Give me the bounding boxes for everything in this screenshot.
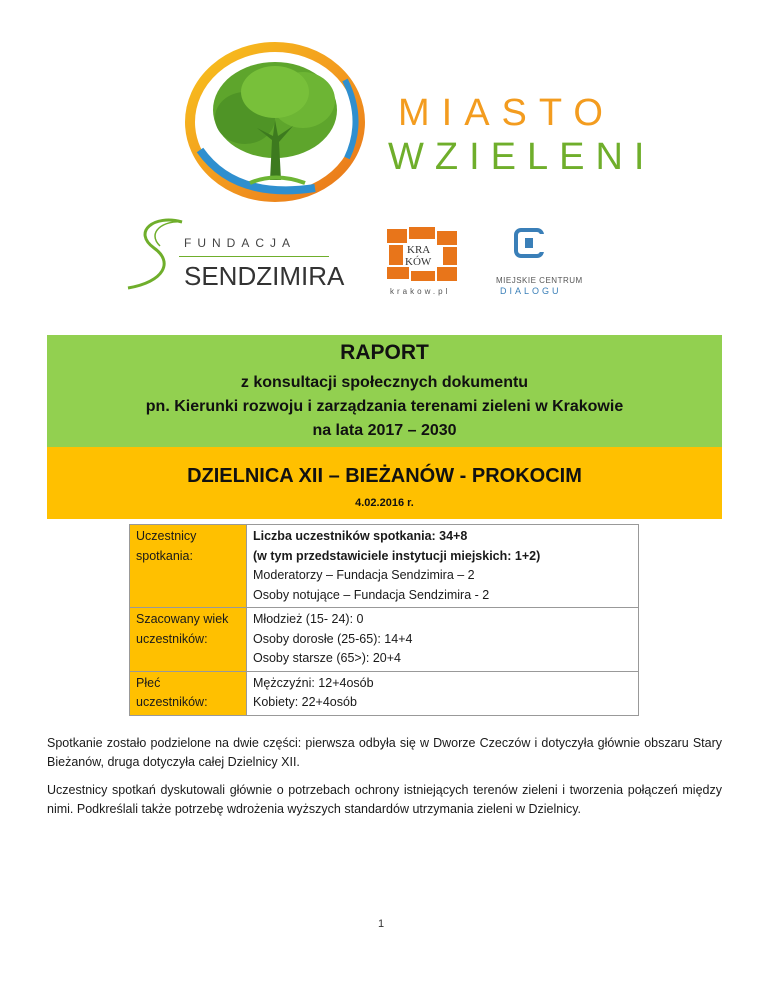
row3-value-2: Kobiety: 22+4osób: [253, 695, 357, 709]
report-subtitle-1: z konsultacji społecznych dokumentu: [240, 374, 529, 391]
row1-value-4: Osoby notujące – Fundacja Sendzimira - 2: [253, 587, 490, 602]
table-value-cell: [247, 608, 639, 672]
row2-label-2: uczestników:: [136, 631, 208, 646]
row1-value-1: Liczba uczestników spotkania: 34+8: [253, 529, 468, 543]
table-label-cell: [130, 671, 247, 715]
row2-value-3: Osoby starsze (65>): 20+4: [253, 651, 401, 665]
report-subtitle-2: pn. Kierunki rozwoju i zarządzania terenami zieleni w Krakowie: [145, 398, 624, 415]
krakow-logo-text-2: KÓW: [405, 256, 432, 268]
table-row: [130, 671, 639, 715]
meeting-date: 4.02.2016 r.: [355, 497, 414, 509]
body-paragraph-2: Uczestnicy spotkań dyskutowali głównie o potrzebach ochrony istniejących terenów zieleni i tworzenia połączeń między nimi. Podkreślali także potrzebę wdrożenia wyższych standardów utrzymania zieleni w Dzielnicy.: [47, 783, 722, 816]
krakow-logo-text-1: KRA: [407, 244, 431, 256]
mcd-label-line1: MIEJSKIE CENTRUM: [496, 276, 583, 285]
sendzimira-label: SENDZIMIRA: [184, 261, 345, 291]
report-title-band: [47, 335, 722, 447]
fundacja-divider: [179, 256, 329, 257]
mcd-label-line2: DIALOGU: [500, 286, 562, 296]
table-label-cell: [130, 525, 247, 608]
table-row: [130, 608, 639, 672]
row1-label-2: spotkania:: [136, 548, 193, 563]
row2-value-2: Osoby dorosłe (25-65): 14+4: [253, 631, 413, 646]
row1-label-1: Uczestnicy: [136, 529, 197, 543]
table-value-cell: [247, 671, 639, 715]
district-band: [47, 447, 722, 519]
row3-label-2: uczestników:: [136, 695, 208, 709]
participants-table: [129, 524, 639, 716]
wzieleni-logo-text: WZIELENI: [388, 136, 656, 178]
table-label-cell: [130, 608, 247, 672]
miasto-logo-text: MIASTO: [398, 92, 615, 134]
fundacja-label: FUNDACJA: [184, 236, 297, 250]
fundacja-sendzimira-logo: [124, 214, 345, 294]
row2-value-1: Młodzież (15- 24): 0: [253, 612, 364, 626]
report-title: RAPORT: [340, 341, 429, 364]
row3-label-1: Płeć: [136, 675, 161, 690]
report-subtitle-3: na lata 2017 – 2030: [312, 422, 457, 439]
table-value-cell: [247, 525, 639, 608]
page-number: 1: [378, 918, 385, 930]
row1-value-2: (w tym przedstawiciele instytucji miejskich: 1+2): [253, 548, 541, 563]
row1-value-3: Moderatorzy – Fundacja Sendzimira – 2: [253, 568, 475, 582]
row2-label-1: Szacowany wiek: [136, 612, 229, 626]
krakow-url: krakow.pl: [390, 287, 451, 296]
district-title: DZIELNICA XII – BIEŻANÓW - PROKOCIM: [187, 465, 582, 487]
miasto-w-zieleni-logo: [175, 40, 375, 205]
body-paragraph-1: Spotkanie zostało podzielone na dwie części: pierwsza odbyła się w Dworze Czeczów i dotyczyła głównie obszaru Stary Bieżanów, druga dotyczyła całej Dzielnicy XII.: [47, 736, 722, 769]
table-row: [130, 525, 639, 608]
row3-value-1: Mężczyźni: 12+4osób: [253, 675, 374, 690]
